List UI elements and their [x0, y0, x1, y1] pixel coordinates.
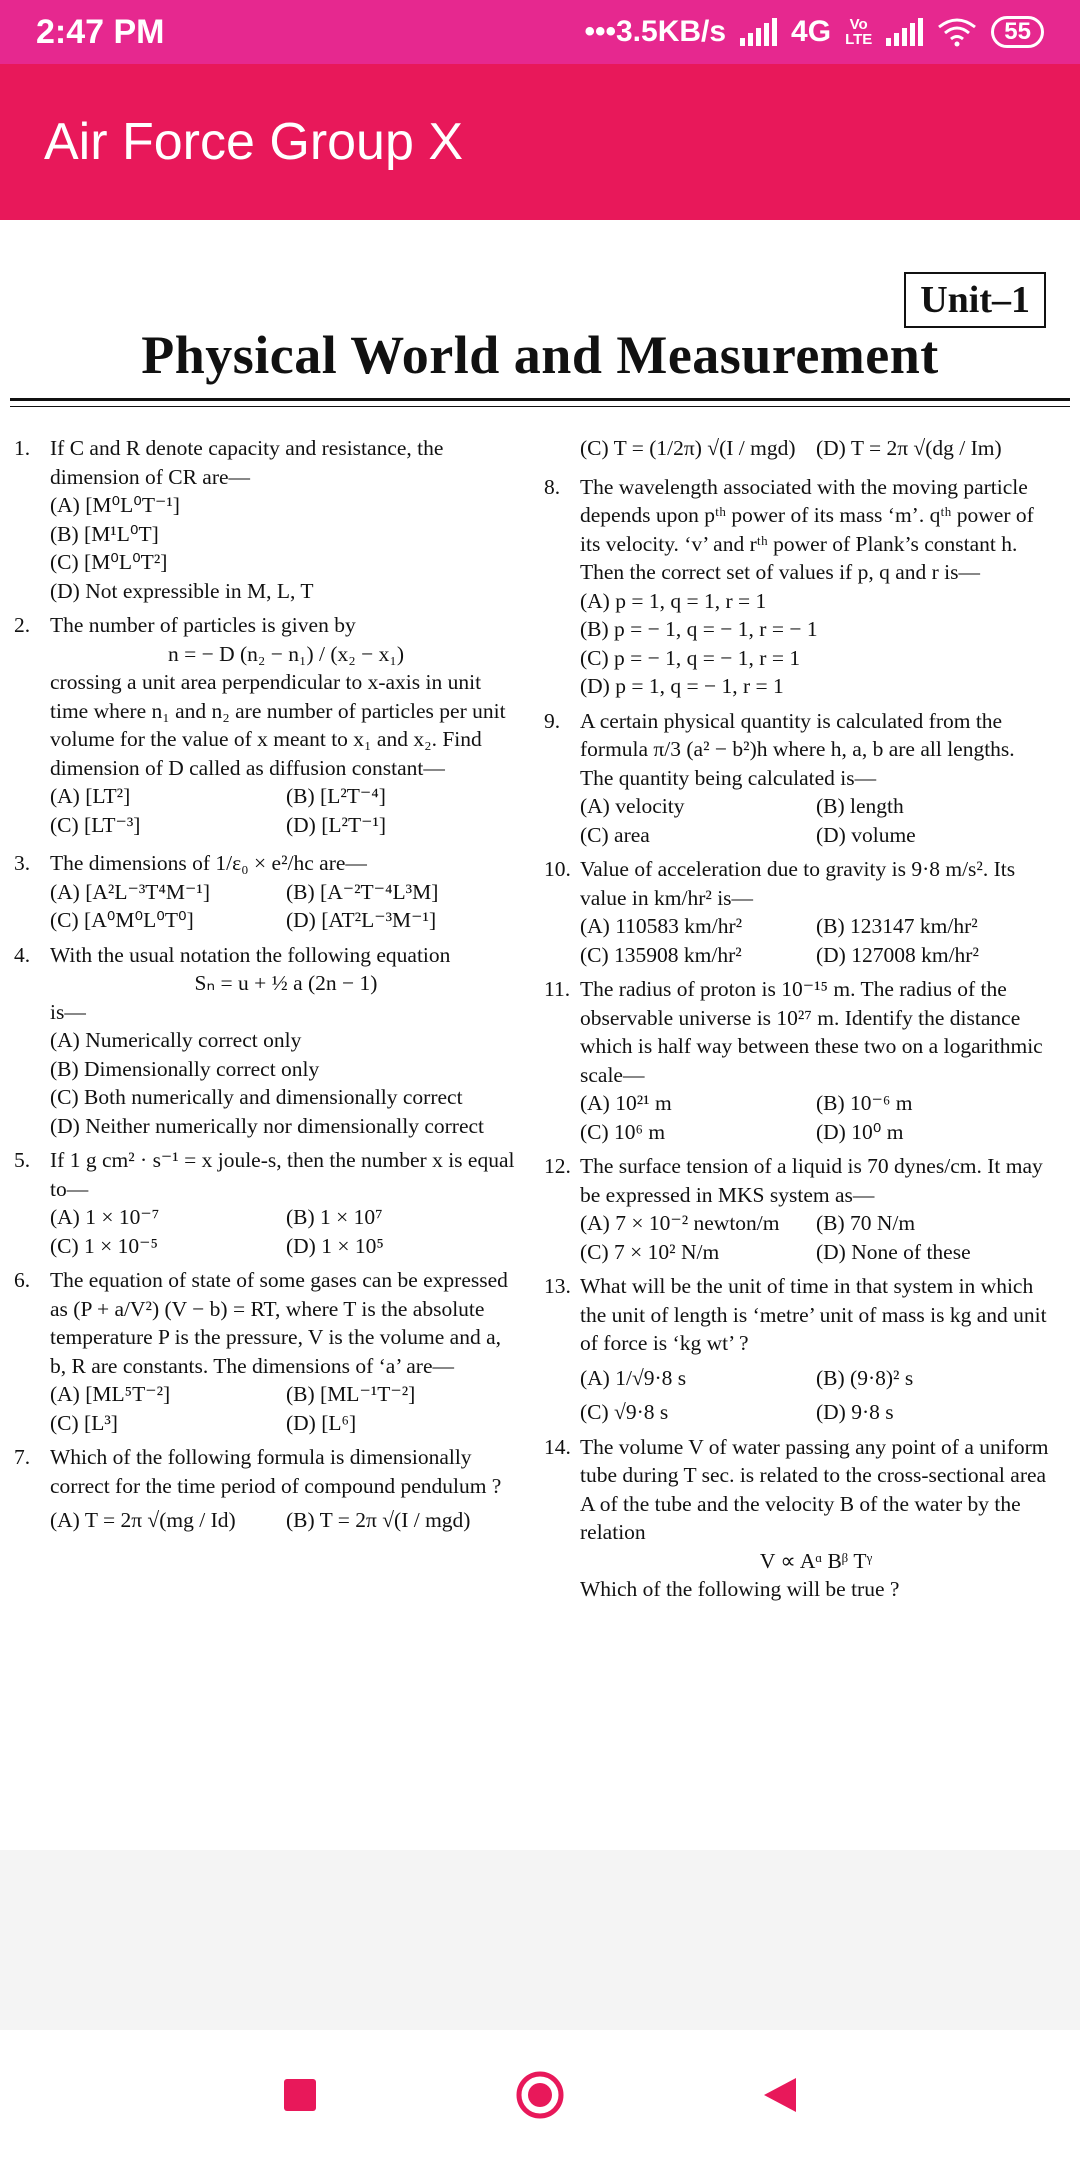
option: (C) √9·8 s [580, 1400, 669, 1424]
option-row [14, 811, 522, 840]
question-number: 3. [14, 851, 31, 875]
question-text: The equation of state of some gases can be expressed as (P + a/V²) (V − b) = RT, where T is the absolute temperature P is the pressure, V is the volume and a, b, R are constants. The dimensions of ‘a’ are— [50, 1268, 508, 1378]
formula: n = − D (n₂ − n₁) / (x₂ − x₁) [167, 641, 405, 666]
option: (D) 1 × 10⁵ [286, 1233, 384, 1258]
question-text: The radius of proton is 10⁻¹⁵ m. The radius of the observable universe is 10²⁷ m. Identify the distance which is half way between these two on a logarithmic scale— [580, 977, 1043, 1087]
option: (C) [L³] [50, 1410, 118, 1435]
option: (B) [ML⁻¹T⁻²] [286, 1382, 416, 1406]
question-text: Which of the following formula is dimensionally correct for the time period of compound pendulum ? [50, 1445, 502, 1498]
option-row [544, 912, 1052, 941]
title-rule-thin [10, 406, 1070, 407]
option-row [14, 1506, 522, 1535]
unit-label: Unit–1 [904, 272, 1046, 328]
document-title: Physical World and Measurement [141, 325, 939, 385]
question-text: is— [50, 999, 86, 1024]
option-row [544, 1238, 1052, 1267]
option: (B) p = − 1, q = − 1, r = − 1 [580, 617, 818, 641]
option: (D) 127008 km/hr² [816, 942, 979, 967]
triangle-back-icon [762, 2076, 798, 2114]
app-title: Air Force Group X [44, 113, 464, 171]
app-bar [0, 64, 1080, 220]
option: (B) 123147 km/hr² [816, 914, 978, 938]
home-button[interactable] [495, 2050, 585, 2140]
question-8 [544, 473, 1052, 587]
option: (A) 110583 km/hr² [580, 914, 743, 938]
question-text: With the usual notation the following equation [50, 942, 451, 967]
option-row [544, 941, 1052, 970]
option: (B) [A⁻²T⁻⁴L³M] [286, 879, 439, 904]
option: (C) p = − 1, q = − 1, r = 1 [580, 645, 801, 670]
option: (D) 9·8 s [816, 1400, 894, 1424]
option: (B) length [816, 794, 904, 818]
question-number: 9. [544, 708, 561, 733]
option: (D) Neither numerically nor dimensionally correct [50, 1113, 485, 1138]
question-number: 14. [544, 1434, 571, 1459]
status-time: 2:47 PM [36, 12, 165, 51]
option-row [14, 906, 522, 935]
right-column [544, 434, 1052, 1604]
option: (A) velocity [580, 794, 685, 818]
wifi-icon [937, 17, 977, 47]
question-number: 7. [14, 1445, 31, 1469]
question-number: 13. [544, 1274, 571, 1298]
status-icons [584, 15, 1044, 49]
option-row [14, 1232, 522, 1261]
question-number: 5. [14, 1148, 31, 1172]
question-text: Value of acceleration due to gravity is 9·8 m/s². Its value in km/hr² is— [580, 857, 1016, 910]
formula: Sₙ = u + ½ a (2n − 1) [194, 971, 378, 995]
network-type: 4G [791, 15, 832, 48]
question-text: If 1 g cm² · s⁻¹ = x joule-s, then the number x is equal to— [50, 1148, 515, 1201]
question-10 [544, 855, 1052, 912]
page-footer-area [0, 1850, 1080, 2030]
option: (D) volume [816, 822, 916, 847]
network-speed: •••3.5KB/s [584, 15, 727, 48]
option: (B) 70 N/m [816, 1211, 916, 1235]
question-6 [14, 1266, 522, 1380]
option: (B) T = 2π √(I / mgd) [286, 1508, 471, 1532]
option: (A) Numerically correct only [50, 1028, 302, 1052]
circle-icon [515, 2070, 565, 2120]
option: (C) 135908 km/hr² [580, 942, 742, 967]
question-text: Which of the following will be true ? [580, 1577, 900, 1601]
option: (C) 10⁶ m [580, 1119, 666, 1144]
option: (B) 1 × 10⁷ [286, 1205, 383, 1229]
option: (A) p = 1, q = 1, r = 1 [580, 588, 767, 613]
signal-icon [740, 18, 777, 46]
option: (C) area [580, 822, 650, 847]
question-number: 11. [544, 977, 571, 1001]
question-text: The wavelength associated with the moving particle depends upon pᵗʰ power of its mass ‘m’. qᵗʰ power of its velocity. ‘v’ and rᵗʰ power of Plank’s constant h. Then the correct set of values if p, q and r is— [580, 474, 1034, 584]
question-text: A certain physical quantity is calculated from the formula π/3 (a² − b²)h where h, a, b are all lengths. The quantity being calculated is— [580, 708, 1015, 790]
option: (B) Dimensionally correct only [50, 1056, 320, 1081]
option-row [544, 1089, 1052, 1118]
question-text: The number of particles is given by [50, 613, 356, 637]
option-row [14, 878, 522, 907]
option: (C) Both numerically and dimensionally correct [50, 1085, 463, 1109]
option: (C) [M⁰L⁰T²] [50, 550, 168, 574]
question-number: 4. [14, 942, 31, 967]
question-number: 10. [544, 857, 571, 881]
question-11 [544, 975, 1052, 1089]
volte-top: Vo [849, 16, 868, 33]
option-row [544, 1118, 1052, 1147]
option: (D) None of these [816, 1239, 971, 1264]
recents-button[interactable] [255, 2050, 345, 2140]
volte-icon [845, 17, 872, 47]
question-7 [14, 1443, 522, 1500]
option-row [544, 1398, 1052, 1427]
option: (D) [L⁶] [286, 1410, 357, 1435]
option: (D) [L²T⁻¹] [286, 812, 387, 837]
question-12 [544, 1152, 1052, 1209]
option: (D) [AT²L⁻³M⁻¹] [286, 908, 437, 932]
question-text: The surface tension of a liquid is 70 dynes/cm. It may be expressed in MKS system as— [580, 1154, 1043, 1207]
option: (D) T = 2π √(dg / Im) [816, 436, 1002, 460]
option: (C) T = (1/2π) √(I / mgd) [580, 436, 796, 460]
document-page[interactable] [0, 220, 1080, 1850]
volte-bottom: LTE [845, 31, 873, 48]
option: (A) [A²L⁻³T⁴M⁻¹] [50, 879, 210, 904]
question-text: The dimensions of 1/ε₀ × e²/hc are— [50, 851, 367, 875]
question-9 [544, 707, 1052, 793]
navigation-bar [0, 2030, 1080, 2160]
option-row [544, 792, 1052, 821]
question-number: 6. [14, 1268, 31, 1292]
question-14 [544, 1433, 1052, 1547]
question-number: 8. [544, 474, 561, 499]
option: (D) p = 1, q = − 1, r = 1 [580, 674, 784, 698]
option: (A) 1/√9·8 s [580, 1365, 687, 1390]
option: (C) [A⁰M⁰L⁰T⁰] [50, 908, 194, 932]
question-text: If C and R denote capacity and resistance, the dimension of CR are— [50, 436, 444, 489]
left-column [14, 434, 522, 1535]
question-number: 12. [544, 1154, 571, 1178]
option: (D) 10⁰ m [816, 1119, 904, 1144]
square-icon [283, 2078, 317, 2112]
signal-icon-2 [886, 18, 923, 46]
question-text: What will be the unit of time in that system in which the unit of length is ‘metre’ unit of mass is kg and unit of force is ‘kg wt’ ? [580, 1274, 1047, 1355]
option-row [14, 1380, 522, 1409]
option-row [544, 821, 1052, 850]
option: (B) [L²T⁻⁴] [286, 784, 386, 808]
question-1 [14, 434, 522, 491]
option-row [544, 434, 1052, 463]
question-13 [544, 1272, 1052, 1358]
formula: V ∝ Aᵅ Bᵝ Tᵞ [759, 1548, 873, 1573]
option: (A) 1 × 10⁻⁷ [50, 1205, 160, 1229]
option: (A) 7 × 10⁻² newton/m [580, 1211, 780, 1235]
option: (B) (9·8)² s [816, 1365, 914, 1390]
option: (D) Not expressible in M, L, T [50, 578, 314, 603]
battery-icon: 55 [991, 16, 1044, 48]
question-5 [14, 1146, 522, 1203]
option-row [14, 782, 522, 811]
question-2 [14, 611, 522, 640]
question-text: crossing a unit area perpendicular to x-axis in unit time where n₁ and n₂ are number of particles per unit volume for the value of x meant to x₁ and x₂. Find dimension of D called as diffusion constant— [50, 670, 506, 780]
option: (A) [LT²] [50, 784, 131, 808]
option-row [14, 1409, 522, 1438]
option-row [14, 1203, 522, 1232]
option: (C) 1 × 10⁻⁵ [50, 1233, 159, 1258]
option: (B) [M¹L⁰T] [50, 521, 159, 546]
option-row [544, 1364, 1052, 1393]
question-3 [14, 849, 522, 878]
option-row [544, 1209, 1052, 1238]
option: (B) 10⁻⁶ m [816, 1091, 913, 1115]
title-rule [10, 398, 1070, 401]
option: (A) [ML⁵T⁻²] [50, 1382, 171, 1406]
question-4 [14, 941, 522, 970]
option: (A) [M⁰L⁰T⁻¹] [50, 493, 180, 517]
option: (C) 7 × 10² N/m [580, 1239, 720, 1264]
question-text: The volume V of water passing any point of a uniform tube during T sec. is related to the cross-sectional area A of the tube and the velocity B of the water by the relation [580, 1434, 1049, 1544]
option: (A) T = 2π √(mg / Id) [50, 1508, 236, 1532]
option: (C) [LT⁻³] [50, 812, 141, 837]
status-bar [0, 0, 1080, 64]
question-number: 2. [14, 613, 31, 637]
back-button[interactable] [735, 2050, 825, 2140]
option: (A) 10²¹ m [580, 1091, 672, 1115]
question-number: 1. [14, 436, 31, 460]
